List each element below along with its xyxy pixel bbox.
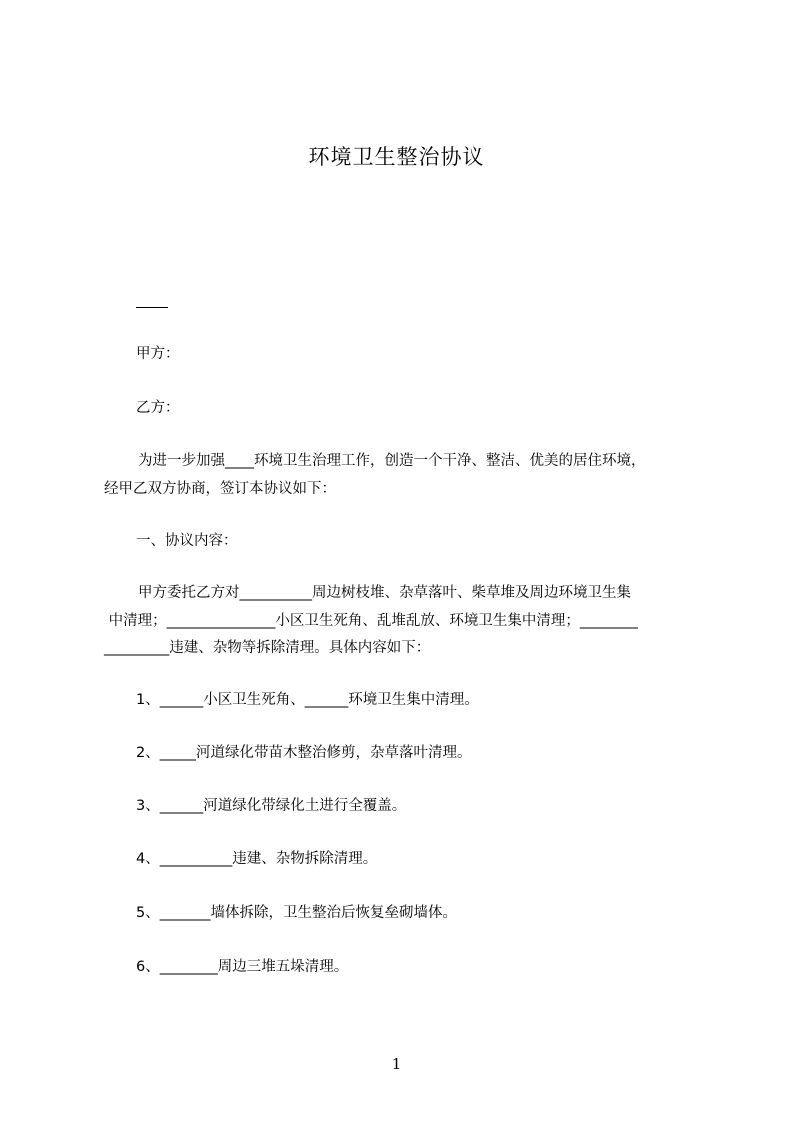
section-heading: 一、协议内容：	[136, 533, 238, 549]
blank-underline	[136, 293, 168, 308]
list-item: 2、_____河道绿化带苗木整治修剪，杂草落叶清理。	[136, 745, 472, 761]
list-item: 4、__________违建、杂物拆除清理。	[136, 851, 378, 867]
content-line-3: _________违建、杂物等拆除清理。具体内容如下：	[104, 640, 431, 656]
document-title: 环境卫生整治协议	[308, 145, 485, 169]
content-line-1: 甲方委托乙方对__________周边树枝堆、杂草落叶、柴草堆及周边环境卫生集	[138, 585, 631, 601]
party-b-label: 乙方：	[136, 400, 180, 416]
list-item: 3、______河道绿化带绿化土进行全覆盖。	[136, 798, 407, 814]
list-item: 6、________周边三堆五垛清理。	[136, 959, 349, 975]
page-number: 1	[391, 1055, 402, 1073]
list-item: 1、______小区卫生死角、______环境卫生集中清理。	[136, 692, 479, 708]
intro-line-2: 经甲乙双方协商，签订本协议如下：	[104, 481, 336, 497]
intro-line-1: 为进一步加强____环境卫生治理工作，创造一个干净、整洁、优美的居住环境，	[138, 453, 646, 469]
list-item: 5、_______墙体拆除，卫生整治后恢复垒砌墙体。	[136, 905, 457, 921]
party-a-label: 甲方：	[136, 346, 180, 362]
content-line-2: 中清理；_______________小区卫生死角、乱堆乱放、环境卫生集中清理；________	[104, 613, 638, 629]
